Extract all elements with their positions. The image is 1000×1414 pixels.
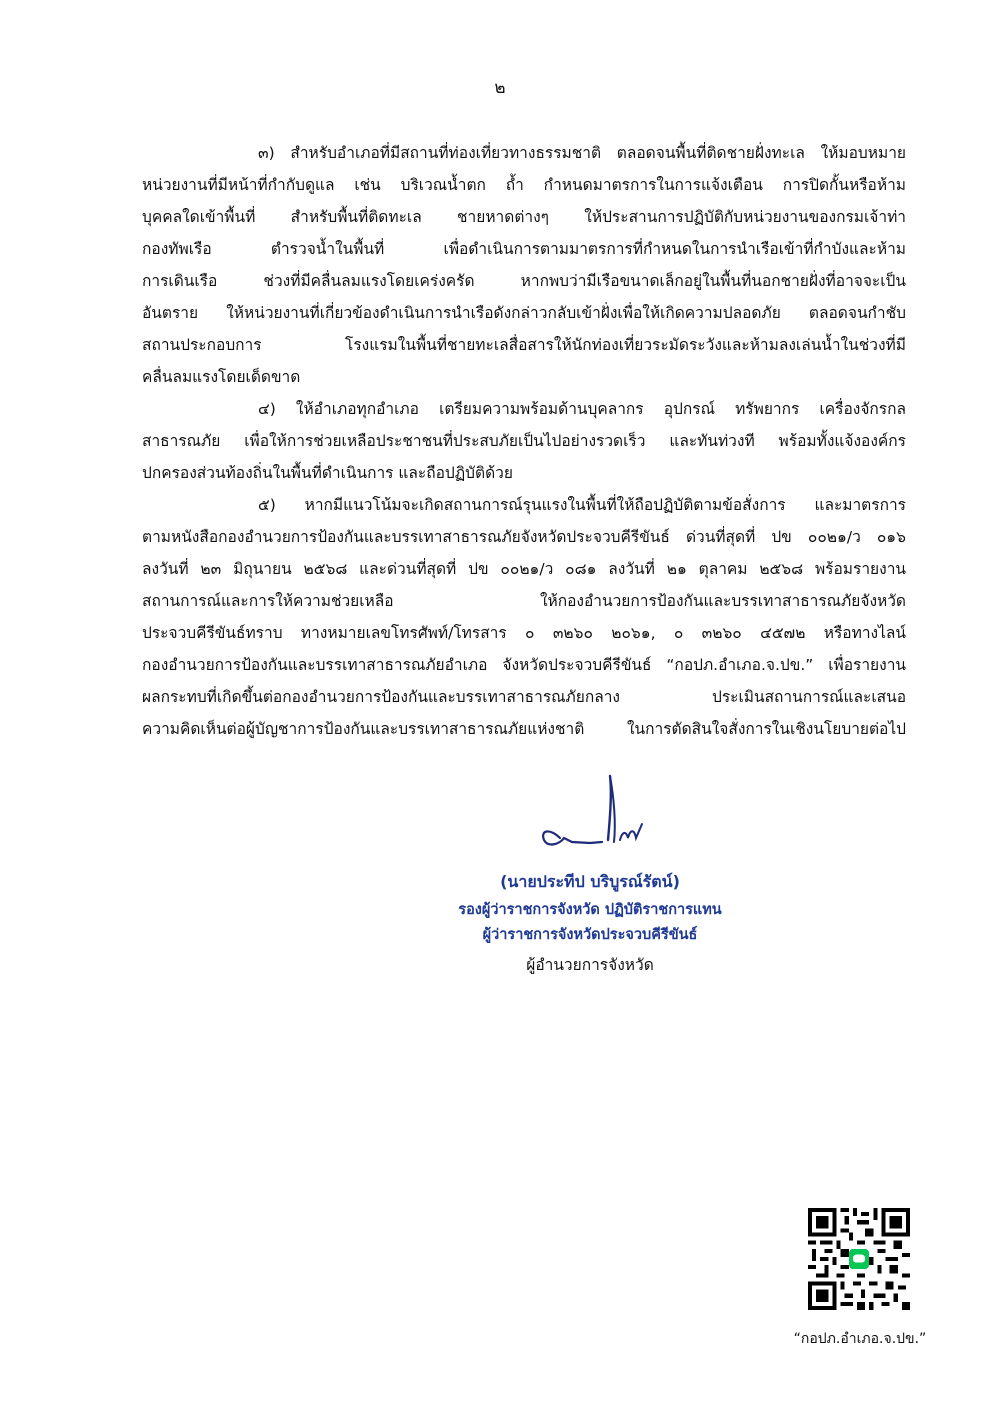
paragraph-5-line-6: กองอำนวยการป้องกันและบรรเทาสาธารณภัยอำเภอ จังหวัดประจวบคีรีขันธ์ “กอปภ.อำเภอ.จ.ปข.” เพื่อรายงาน [142, 656, 906, 674]
paragraph-5-line-1: ๕) หากมีแนวโน้มจะเกิดสถานการณ์รุนแรงในพื้นที่ให้ถือปฏิบัติตามข้อสั่งการ และมาตรการ [258, 496, 906, 514]
paragraph-3-line-7: สถานประกอบการ โรงแรมในพื้นที่ชายทะเลสื่อสารให้นักท่องเที่ยวระมัดระวังและห้ามลงเล่นน้ำในช่วงที่มี [142, 336, 906, 354]
paragraph-5-line-3: ลงวันที่ ๒๓ มิถุนายน ๒๕๖๘ และด่วนที่สุดที่ ปข ๐๐๒๑/ว ๐๘๑ ลงวันที่ ๒๑ ตุลาคม ๒๕๖๘ พร้อมรายงาน [142, 560, 906, 578]
paragraph-3-line-4: กองทัพเรือ ตำรวจน้ำในพื้นที่ เพื่อดำเนินการตามมาตรการที่กำหนดในการนำเรือเข้าที่กำบังและห้าม [142, 240, 906, 258]
paragraph-4-line-2: สาธารณภัย เพื่อให้การช่วยเหลือประชาชนที่ประสบภัยเป็นไปอย่างรวดเร็ว และทันท่วงที พร้อมทั้งแจ้งองค์กร [142, 432, 906, 450]
paragraph-4-line-3: ปกครองส่วนท้องถิ่นในพื้นที่ดำเนินการ และถือปฏิบัติด้วย [142, 464, 513, 482]
handwritten-signature [530, 768, 660, 858]
paragraph-5-line-8: ความคิดเห็นต่อผู้บัญชาการป้องกันและบรรเทาสาธารณภัยแห่งชาติ ในการตัดสินใจสั่งการในเชิงนโยบายต่อไป [142, 720, 906, 738]
paragraph-4-line-1: ๔) ให้อำเภอทุกอำเภอ เตรียมความพร้อมด้านบุคลากร อุปกรณ์ ทรัพยากร เครื่องจักรกล [258, 400, 906, 418]
paragraph-5-line-5: ประจวบคีรีขันธ์ทราบ ทางหมายเลขโทรศัพท์/โทรสาร ๐ ๓๒๖๐ ๒๐๖๑, ๐ ๓๒๖๐ ๔๕๗๒ หรือทางไลน์ [142, 624, 906, 642]
paragraph-3-line-1: ๓) สำหรับอำเภอที่มีสถานที่ท่องเที่ยวทางธรรมชาติ ตลอดจนพื้นที่ติดชายฝั่งทะเล ให้มอบหมาย [258, 144, 906, 162]
paragraph-3-line-5: การเดินเรือ ช่วงที่มีคลื่นลมแรงโดยเคร่งครัด หากพบว่ามีเรือขนาดเล็กอยู่ในพื้นที่นอกชายฝั่งที่อาจจะเป็น [142, 272, 906, 290]
paragraph-3-line-6: อันตราย ให้หน่วยงานที่เกี่ยวข้องดำเนินการนำเรือดังกล่าวกลับเข้าฝั่งเพื่อให้เกิดความปลอดภัย ตลอดจนกำชับ [142, 304, 906, 322]
signer-name: (นายประทีป บริบูรณ์รัตน์) [500, 872, 680, 891]
paragraph-5-line-4: สถานการณ์และการให้ความช่วยเหลือ ให้กองอำนวยการป้องกันและบรรเทาสาธารณภัยจังหวัด [142, 592, 906, 610]
paragraph-3-line-8: คลื่นลมแรงโดยเด็ดขาด [142, 368, 301, 386]
signer-position-2: ผู้ว่าราชการจังหวัดประจวบคีรีขันธ์ [482, 927, 698, 943]
signature-block [430, 768, 750, 978]
page-number: ๒ [494, 78, 506, 98]
signer-position-1: รองผู้ว่าราชการจังหวัด ปฏิบัติราชการแทน [458, 902, 722, 918]
qr-caption: “กอปภ.อำเภอ.จ.ปข.” [793, 1331, 927, 1347]
qr-code-image [808, 1208, 910, 1310]
paragraph-5-line-7: ผลกระทบที่เกิดขึ้นต่อกองอำนวยการป้องกันและบรรเทาสาธารณภัยกลาง ประเมินสถานการณ์และเสนอ [142, 688, 906, 706]
paragraph-3-line-3: บุคคลใดเข้าพื้นที่ สำหรับพื้นที่ติดทะเล ชายหาดต่างๆ ให้ประสานการปฏิบัติกับหน่วยงานของกรมเจ้าท่า [142, 208, 906, 226]
signer-title: ผู้อำนวยการจังหวัด [526, 956, 654, 974]
paragraph-5-line-2: ตามหนังสือกองอำนวยการป้องกันและบรรเทาสาธารณภัยจังหวัดประจวบคีรีขันธ์ ด่วนที่สุดที่ ปข ๐๐๒๑/ว ๐๑๖ [142, 528, 906, 546]
paragraph-3-line-2: หน่วยงานที่มีหน้าที่กำกับดูแล เช่น บริเวณน้ำตก ถ้ำ กำหนดมาตรการในการแจ้งเตือน การปิดกั้นหรือห้าม [142, 176, 906, 194]
